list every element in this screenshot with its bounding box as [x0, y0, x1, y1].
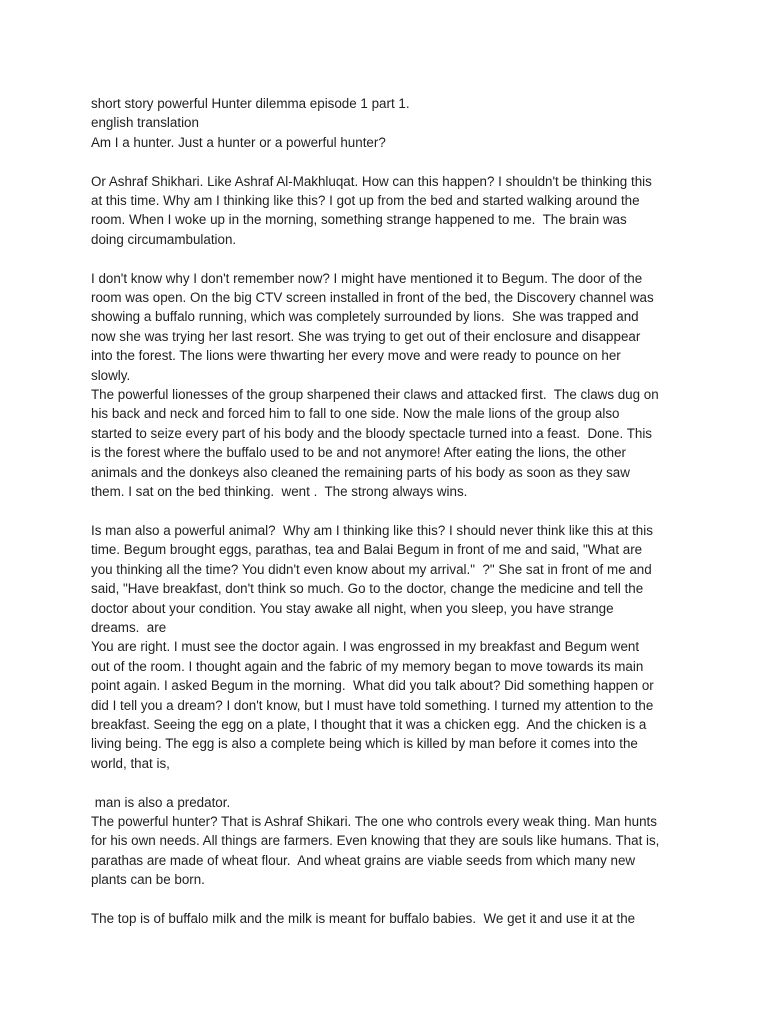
text-line: The powerful lionesses of the group sharpened their claws and attacked first. The claws dug on: [91, 387, 659, 403]
text-line: is the forest where the buffalo used to be and not anymore! After eating the lions, the other: [91, 445, 626, 461]
text-line: doing circumambulation.: [91, 231, 237, 247]
text-line: point again. I asked Begum in the morning. What did you talk about? Did something happen or: [91, 678, 654, 694]
text-line: room was open. On the big CTV screen installed in front of the bed, the Discovery channel was: [91, 290, 654, 306]
text-line: Or Ashraf Shikhari. Like Ashraf Al-Makhluqat. How can this happen? I shouldn't be thinking this: [91, 173, 652, 189]
text-line: them. I sat on the bed thinking. went . The strong always wins.: [91, 484, 468, 500]
text-line: parathas are made of wheat flour. And wheat grains are viable seeds from which many new: [91, 852, 636, 868]
text-line: room. When I woke up in the morning, something strange happened to me. The brain was: [91, 212, 627, 228]
text-line: dreams. are: [91, 619, 167, 635]
paragraph: [91, 793, 683, 890]
document-body: [91, 172, 683, 929]
text-line: animals and the donkeys also cleaned the remaining parts of his body as soon as they saw: [91, 464, 630, 480]
document-question: Am I a hunter. Just a hunter or a powerful hunter?: [91, 134, 386, 150]
text-line: I don't know why I don't remember now? I might have mentioned it to Begum. The door of the: [91, 270, 643, 286]
text-line: said, "Have breakfast, don't think so much. Go to the doctor, change the medicine and tell the: [91, 581, 644, 597]
paragraph: [91, 521, 683, 773]
text-line: living being. The egg is also a complete being which is killed by man before it comes into the: [91, 736, 638, 752]
text-line: now she was trying her last resort. She was trying to get out of their enclosure and disappear: [91, 328, 641, 344]
document-page: [91, 94, 683, 928]
document-title: short story powerful Hunter dilemma episode 1 part 1.: [91, 96, 410, 111]
text-line: plants can be born.: [91, 872, 205, 888]
text-line: into the forest. The lions were thwarting her every move and were ready to pounce on her: [91, 348, 621, 364]
text-line: his back and neck and forced him to fall to one side. Now the male lions of the group also: [91, 406, 620, 422]
document-subtitle: english translation: [91, 115, 199, 131]
text-line: for his own needs. All things are farmers. Even knowing that they are souls like humans. That is,: [91, 833, 660, 849]
paragraph: [91, 909, 683, 928]
text-line: doctor about your condition. You stay awake all night, when you sleep, you have strange: [91, 600, 614, 616]
text-line: slowly.: [91, 367, 131, 383]
text-line: Is man also a powerful animal? Why am I thinking like this? I should never think like this at this: [91, 522, 653, 538]
text-line: You are right. I must see the doctor again. I was engrossed in my breakfast and Begum went: [91, 639, 640, 655]
text-line: The top is of buffalo milk and the milk is meant for buffalo babies. We get it and use it at the: [91, 910, 636, 926]
text-line: you thinking all the time? You didn't even know about my arrival." ?" She sat in front of me and: [91, 561, 652, 577]
text-line: world, that is,: [91, 755, 170, 771]
text-line: started to seize every part of his body and the bloody spectacle turned into a feast. Done. This: [91, 425, 653, 441]
text-line: at this time. Why am I thinking like this? I got up from the bed and started walking around the: [91, 193, 640, 209]
text-line: out of the room. I thought again and the fabric of my memory began to move towards its main: [91, 658, 644, 674]
paragraph: [91, 269, 683, 502]
text-line: did I tell you a dream? I don't know, but I must have told something. I turned my attention to the: [91, 697, 654, 713]
paragraph: [91, 172, 683, 250]
text-line: man is also a predator.: [91, 794, 231, 810]
text-line: showing a buffalo running, which was completely surrounded by lions. She was trapped and: [91, 309, 639, 325]
text-line: breakfast. Seeing the egg on a plate, I thought that it was a chicken egg. And the chicken is a: [91, 716, 647, 732]
text-line: time. Begum brought eggs, parathas, tea and Balai Begum in front of me and said, "What are: [91, 542, 643, 558]
document-header: [91, 94, 683, 152]
text-line: The powerful hunter? That is Ashraf Shikari. The one who controls every weak thing. Man hunts: [91, 813, 657, 829]
